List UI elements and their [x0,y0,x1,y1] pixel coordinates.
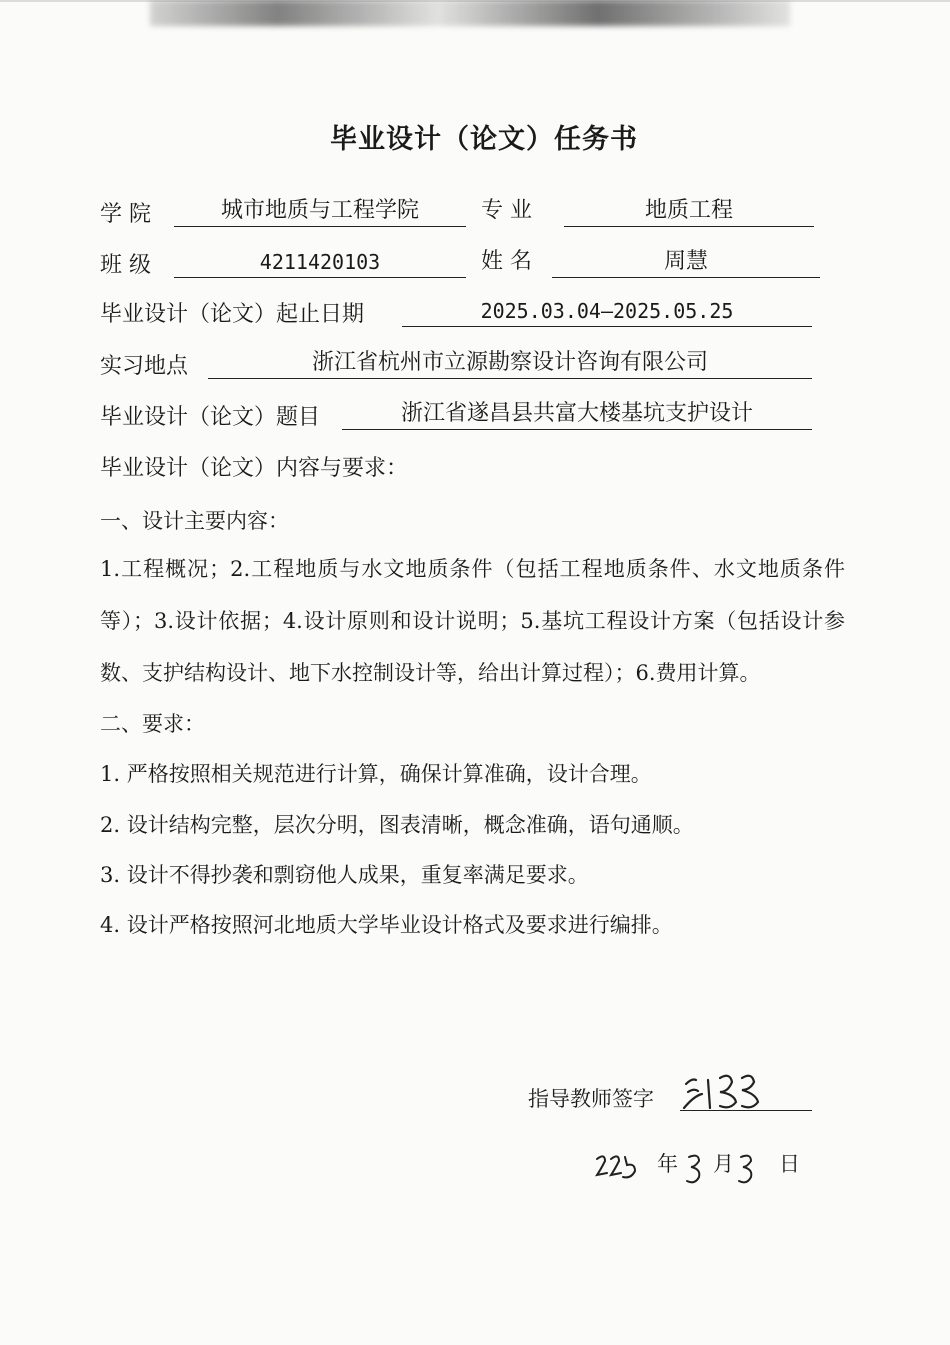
college-value: 城市地质与工程学院 [174,196,466,227]
section1-heading: 一、设计主要内容： [100,509,289,533]
signature-label: 指导教师签字 [528,1087,654,1111]
dates-label: 毕业设计（论文）起止日期 [100,302,365,327]
college-label: 学 院 [100,202,151,227]
requirement-item: 3. 设计不得抄袭和剽窃他人成果，重复率满足要求。 [100,863,589,887]
requirement-item: 2. 设计结构完整，层次分明，图表清晰，概念准确，语句通顺。 [100,813,694,837]
class-value: 4211420103 [174,247,466,278]
document-title: 毕业设计（论文）任务书 [330,124,638,155]
name-value: 周慧 [552,247,820,278]
signature-date [595,1145,815,1189]
section1-body: 1.工程概况；2.工程地质与水文地质条件（包括工程地质条件、水文地质条件等）；3.设计依据；4.设计原则和设计说明；5.基坑工程设计方案（包括设计参数、支护结构设计、地下水控制设计等，给出计算过程）；6.费用计算。 [100,557,845,685]
name-label: 姓 名 [481,249,532,274]
major-label: 专 业 [481,198,532,223]
requirement-item: 4. 设计严格按照河北地质大学毕业设计格式及要求进行编排。 [100,913,673,937]
dates-value: 2025.03.04—2025.05.25 [402,296,812,327]
date-year-unit: 年 [657,1152,678,1176]
blurred-header-artifact [150,0,790,26]
requirement-item: 1. 严格按照相关规范进行计算，确保计算准确，设计合理。 [100,762,652,786]
date-day-unit: 日 [779,1152,800,1176]
class-label: 班 级 [100,253,151,278]
section2-heading: 二、要求： [100,712,205,736]
major-value: 地质工程 [564,196,814,227]
signature-line [680,1110,812,1111]
topic-label: 毕业设计（论文）题目 [100,405,321,430]
content-heading: 毕业设计（论文）内容与要求： [100,456,409,481]
handwritten-signature [680,1058,780,1118]
location-label: 实习地点 [100,354,189,379]
location-value: 浙江省杭州市立源勘察设计咨询有限公司 [208,348,812,379]
topic-value: 浙江省遂昌县共富大楼基坑支护设计 [342,399,812,430]
date-month-unit: 月 [713,1152,734,1176]
